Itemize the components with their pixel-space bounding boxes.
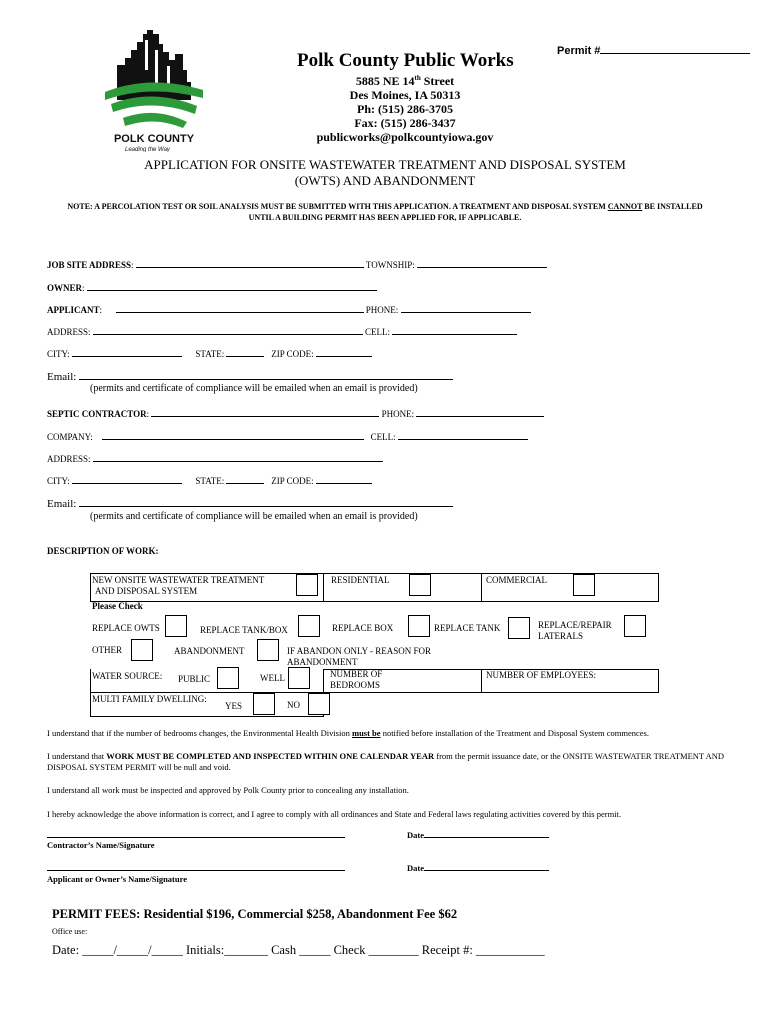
contractor-email-row: Email: <box>47 496 453 510</box>
contractor-email-input[interactable] <box>79 496 453 507</box>
applicant-address-input[interactable] <box>93 325 363 335</box>
note: NOTE: A PERCOLATION TEST OR SOIL ANALYSIS MUST BE SUBMITTED WITH THIS APPLICATION. A TREATMENT AND DISPOSAL SYSTEM CANNOT BE INSTALLED UNTIL A BUILDING PERMIT HAS BEEN APPLIED FOR, IF APPLICABLE. <box>67 202 703 222</box>
contractor-signature-line[interactable] <box>47 837 345 838</box>
logo-text: POLK COUNTY <box>113 133 195 145</box>
contractor-address-row: ADDRESS: <box>47 452 383 464</box>
other-label: OTHER <box>92 645 122 655</box>
contractor-phone-input[interactable] <box>416 407 544 417</box>
phone-line: Ph: (515) 286-3705 <box>357 102 453 116</box>
applicant-date-field[interactable]: Date <box>407 862 549 873</box>
no-checkbox[interactable] <box>308 693 330 715</box>
residential-checkbox[interactable] <box>409 574 431 596</box>
applicant-email-row: Email: <box>47 369 453 383</box>
please-check-label: Please Check <box>92 601 143 611</box>
office-use-label: Office use: <box>52 927 88 936</box>
replace-tank-box-checkbox[interactable] <box>298 615 320 637</box>
acknowledgement-statement: I hereby acknowledge the above information is correct, and I agree to comply with all ordinances and State and Federal laws regulating activities covered by this permit. <box>47 809 622 819</box>
org-title: Polk County Public Works <box>297 50 514 71</box>
applicant-signature-label: Applicant or Owner’s Name/Signature <box>47 874 188 884</box>
no-label: NO <box>287 700 300 710</box>
public-label: PUBLIC <box>178 674 211 684</box>
address-row: ADDRESS: CELL: <box>47 325 517 337</box>
replace-owts-label: REPLACE OWTS <box>92 623 160 633</box>
public-checkbox[interactable] <box>217 667 239 689</box>
permit-line <box>600 43 750 54</box>
replace-box-checkbox[interactable] <box>408 615 430 637</box>
logo-tagline: Leading the Way <box>125 147 170 152</box>
work-description-grid <box>90 573 659 717</box>
street-line: 5885 NE 14th Street <box>355 74 455 88</box>
owner-input[interactable] <box>87 281 377 291</box>
completion-statement: I understand that WORK MUST BE COMPLETED AND INSPECTED WITHIN ONE CALENDAR YEAR from the permit issuance date, or the ONSITE WASTEWATER TREATMENT AND DISPOSAL SYSTEM PERMIT will be null and void. <box>47 751 725 772</box>
job-site-address-input[interactable] <box>136 258 364 268</box>
contractor-row: SEPTIC CONTRACTOR: PHONE: <box>47 407 544 419</box>
well-label: WELL <box>260 673 285 683</box>
permit-label: Permit # <box>557 45 601 57</box>
contractor-state-input[interactable] <box>226 474 264 484</box>
abandonment-label: ABANDONMENT <box>174 646 245 656</box>
inspection-statement: I understand all work must be inspected and approved by Polk County prior to concealing any installation. <box>47 785 409 795</box>
replace-tank-checkbox[interactable] <box>508 617 530 639</box>
commercial-label: COMMERCIAL <box>486 575 548 585</box>
org-address <box>300 71 510 144</box>
abandon-reason-label: IF ABANDON ONLY - REASON FOR ABANDONMENT <box>287 646 432 667</box>
commercial-checkbox[interactable] <box>573 574 595 596</box>
office-use-row: Date: _____/_____/_____ Initials:_______ Cash _____ Check ________ Receipt #: ___________ <box>52 943 545 957</box>
description-heading: DESCRIPTION OF WORK: <box>47 546 159 556</box>
water-source-label: WATER SOURCE: <box>92 671 163 681</box>
other-checkbox[interactable] <box>131 639 153 661</box>
contractor-cell-input[interactable] <box>398 430 528 440</box>
bedrooms-statement: I understand that if the number of bedrooms changes, the Environmental Health Division must be notified before installation of the Treatment and Disposal System commences. <box>47 728 649 738</box>
township-input[interactable] <box>417 258 547 268</box>
applicant-email-note: (permits and certificate of compliance will be emailed when an email is provided) <box>90 383 418 394</box>
contractor-email-note: (permits and certificate of compliance will be emailed when an email is provided) <box>90 511 418 522</box>
applicant-phone-input[interactable] <box>401 303 531 313</box>
city-row: CITY: STATE: ZIP CODE: <box>47 347 372 359</box>
applicant-zip-input[interactable] <box>316 347 372 357</box>
residential-label: RESIDENTIAL <box>331 575 390 585</box>
city-line: Des Moines, IA 50313 <box>349 88 461 102</box>
applicant-email-input[interactable] <box>79 369 453 380</box>
applicant-state-input[interactable] <box>226 347 264 357</box>
applicant-city-input[interactable] <box>72 347 182 357</box>
contractor-input[interactable] <box>151 407 379 417</box>
owner-row: OWNER: <box>47 281 377 293</box>
replace-owts-checkbox[interactable] <box>165 615 187 637</box>
replace-repair-checkbox[interactable] <box>624 615 646 637</box>
replace-tank-box-label: REPLACE TANK/BOX <box>200 625 288 635</box>
replace-tank-label: REPLACE TANK <box>434 623 501 633</box>
company-input[interactable] <box>102 430 364 440</box>
well-checkbox[interactable] <box>288 667 310 689</box>
permit-fees: PERMIT FEES: Residential $196, Commercial $258, Abandonment Fee $62 <box>52 907 458 921</box>
new-owts-checkbox[interactable] <box>296 574 318 596</box>
applicant-input[interactable] <box>116 303 364 313</box>
bedrooms-label: NUMBER OF BEDROOMS <box>330 669 383 690</box>
applicant-signature-line[interactable] <box>47 870 345 871</box>
permit-number-field[interactable] <box>557 43 750 57</box>
application-title: APPLICATION FOR ONSITE WASTEWATER TREATMENT AND DISPOSAL SYSTEM (OWTS) AND ABANDONMENT <box>144 157 626 188</box>
contractor-city-input[interactable] <box>72 474 182 484</box>
abandonment-checkbox[interactable] <box>257 639 279 661</box>
yes-label: YES <box>225 701 243 711</box>
yes-checkbox[interactable] <box>253 693 275 715</box>
multi-family-label: MULTI FAMILY DWELLING: <box>92 694 207 704</box>
contractor-city-row: CITY: STATE: ZIP CODE: <box>47 474 372 486</box>
replace-repair-label: REPLACE/REPAIR LATERALS <box>538 620 612 641</box>
company-row: COMPANY: CELL: <box>47 430 528 442</box>
contractor-zip-input[interactable] <box>316 474 372 484</box>
contractor-address-input[interactable] <box>93 452 383 462</box>
contractor-date-field[interactable]: Date <box>407 829 549 840</box>
employees-label: NUMBER OF EMPLOYEES: <box>486 670 597 680</box>
new-owts-label: NEW ONSITE WASTEWATER TREATMENT AND DISPOSAL SYSTEM <box>92 575 265 596</box>
applicant-cell-input[interactable] <box>392 325 517 335</box>
polk-county-logo <box>105 30 203 152</box>
job-site-row: JOB SITE ADDRESS: TOWNSHIP: <box>47 258 547 270</box>
fax-line: Fax: (515) 286-3437 <box>354 116 456 130</box>
applicant-row: APPLICANT: PHONE: <box>47 303 531 315</box>
replace-box-label: REPLACE BOX <box>332 623 394 633</box>
contractor-signature-label: Contractor’s Name/Signature <box>47 840 155 850</box>
email-line: publicworks@polkcountyiowa.gov <box>316 130 494 144</box>
